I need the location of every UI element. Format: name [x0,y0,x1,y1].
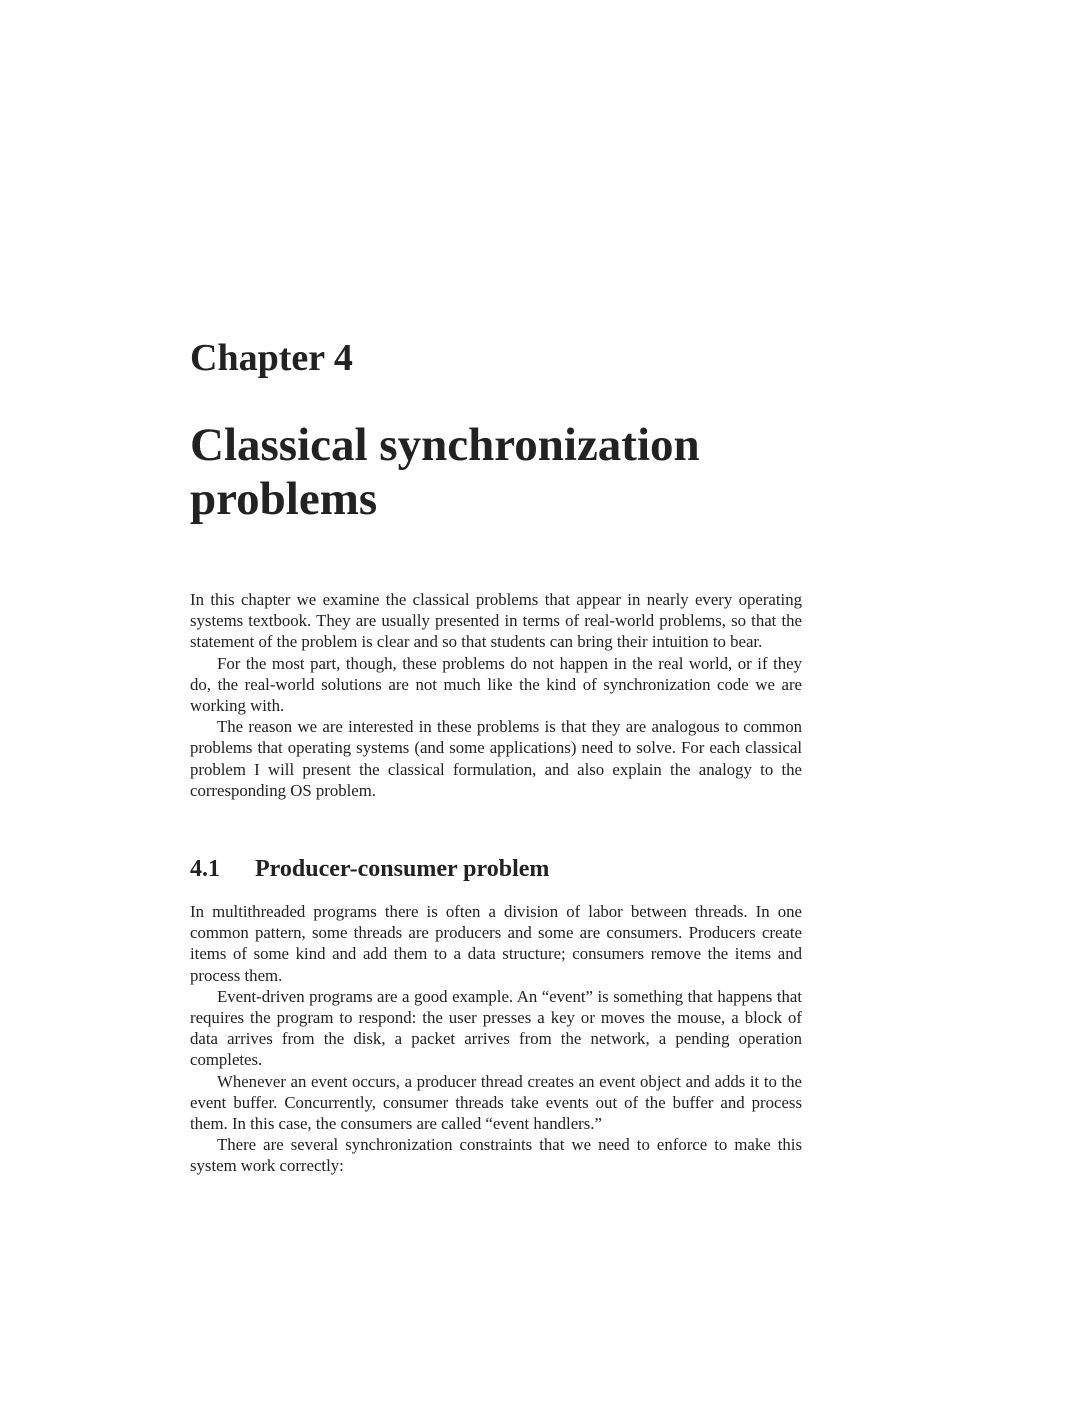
section-number: 4.1 [190,856,220,882]
section-paragraph: In multithreaded programs there is often a division of labor between threads. In one common pattern, some threads are producers and some are consumers. Producers create items of some kind and add them to a data structure; consumers remove the items and process them. [190,902,802,985]
chapter-label: Chapter 4 [190,337,353,379]
section-paragraph: Event-driven programs are a good example. An “event” is something that happens that requires the program to respond: the user presses a key or moves the mouse, a block of data arrives from the disk, a packet arrives from the network, a pending operation completes. [190,986,802,1070]
chapter-title: Classical synchronization problems [190,419,700,525]
section-title: Producer-consumer problem [255,856,550,882]
intro-paragraph: The reason we are interested in these problems is that they are analogous to common problems that operating systems (and some applications) need to solve. For each classical problem I will present the classical formulation, and also explain the analogy to the corresponding OS problem. [190,717,802,800]
intro-paragraph: For the most part, though, these problems do not happen in the real world, or if they do, the real-world solutions are not much like the kind of synchronization code we are working with. [190,653,802,716]
chapter-intro [190,589,802,801]
section-body [190,901,802,1177]
section-paragraph: Whenever an event occurs, a producer thread creates an event object and adds it to the event buffer. Concurrently, consumer threads take events out of the buffer and process them. In this case, the consumers are called “event handlers.” [190,1071,802,1134]
section-heading [190,853,549,885]
section-paragraph: There are several synchronization constraints that we need to enforce to make this system work correctly: [190,1135,802,1176]
intro-paragraph: In this chapter we examine the classical problems that appear in nearly every operating systems textbook. They are usually presented in terms of real-world problems, so that the statement of the problem is clear and so that students can bring their intuition to bear. [190,590,802,652]
